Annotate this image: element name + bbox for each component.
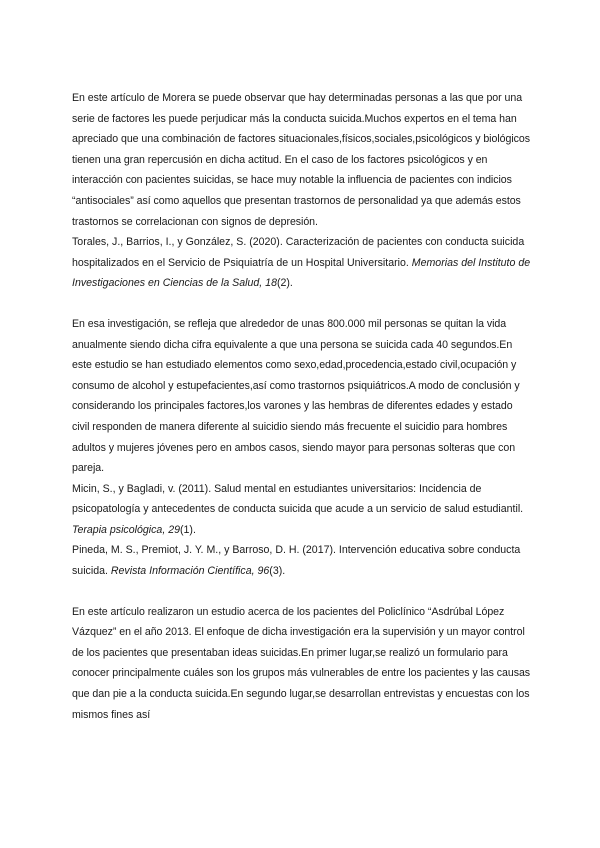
reference-text: Micin, S., y Bagladi, v. (2011). Salud mental en estudiantes universitarios: Incidencia de psicopatología y antecedentes de conducta suicida que acude a un servicio de salud estudiantil.: [72, 482, 524, 516]
reference-journal: Terapia psicológica: [72, 523, 163, 536]
document-body: [72, 88, 532, 725]
reference-journal: Revista Información Científica: [110, 565, 252, 578]
reference-micin-2011: [72, 479, 532, 541]
reference-journal: Memorias del Instituto de Investigaciones en Ciencias de la Salud: [72, 256, 531, 290]
reference-text: Pineda, M. S., Premiot, J. Y. M., y Barroso, D. H. (2017). Intervención educativa sobre conducta suicida.: [72, 544, 521, 578]
reference-separator: ,: [251, 565, 258, 578]
reference-volume: 29: [168, 523, 180, 536]
reference-text: Torales, J., Barrios, I., y González, S. (2020). Caracterización de pacientes con conducta suicida hospitalizados en el Servicio de Psiquiatría de un Hospital Universitario.: [72, 236, 525, 269]
reference-separator: ,: [259, 277, 266, 290]
reference-volume: 96: [257, 565, 270, 578]
paragraph-morera-article: En este artículo de Morera se puede observar que hay determinadas personas a las que por una serie de factores les puede perjudicar más la conducta suicida.Muchos expertos en el tema han apreciado que una combinación de factores situacionales,físicos,sociales,psicológicos y biológicos tienen una gran repercusión en dicha actitud. En el caso de los factores psicológicos y en interacción con pacientes suicidas, se hace muy notable la influencia de pacientes con indicios “antisociales” así como aquellos que presentan trastornos de personalidad ya que además estos trastornos se correlacionan con signos de depresión.: [72, 92, 530, 228]
paragraph-research-findings: En esa investigación, se refleja que alrededor de unas 800.000 mil personas se quitan la vida anualmente siendo dicha cifra equivalente a que una persona se suicida cada 40 segundos.En este estudio se han estudiado elementos como sexo,edad,procedencia,estado civil,ocupación y consumo de alcohol y estupefacientes,así como trastornos psiquiátricos.A modo de conclusión y considerando los principales factores,los varones y las hembras de diferentes edades y estado civil responden de manera diferente al suicidio siendo más frecuente el suicidio para hombres adultos y mujeres jóvenes pero en ambos casos, siendo mayor para personas solteras que con pareja.: [72, 317, 520, 475]
reference-issue: (3).: [269, 565, 286, 578]
reference-issue: (1).: [180, 523, 196, 536]
reference-torales-2020: [72, 232, 532, 294]
reference-issue: (2).: [276, 277, 293, 290]
reference-separator: ,: [162, 523, 169, 536]
reference-volume: 18: [265, 277, 277, 290]
reference-pineda-2017: [72, 540, 532, 581]
paragraph-policlinico-study: En este artículo realizaron un estudio acerca de los pacientes del Policlínico “Asdrúbal López Vázquez” en el año 2013. El enfoque de dicha investigación era la supervisión y un mayor control de los pacientes que presentaban ideas suicidas.En primer lugar,se realizó un formulario para conocer principalmente cuáles son los grupos más vulnerables de entre los pacientes y las causas que dan pie a la conducta suicida.En segundo lugar,se desarrollan entrevistas y encuestas con los mismos fines así: [72, 605, 531, 721]
